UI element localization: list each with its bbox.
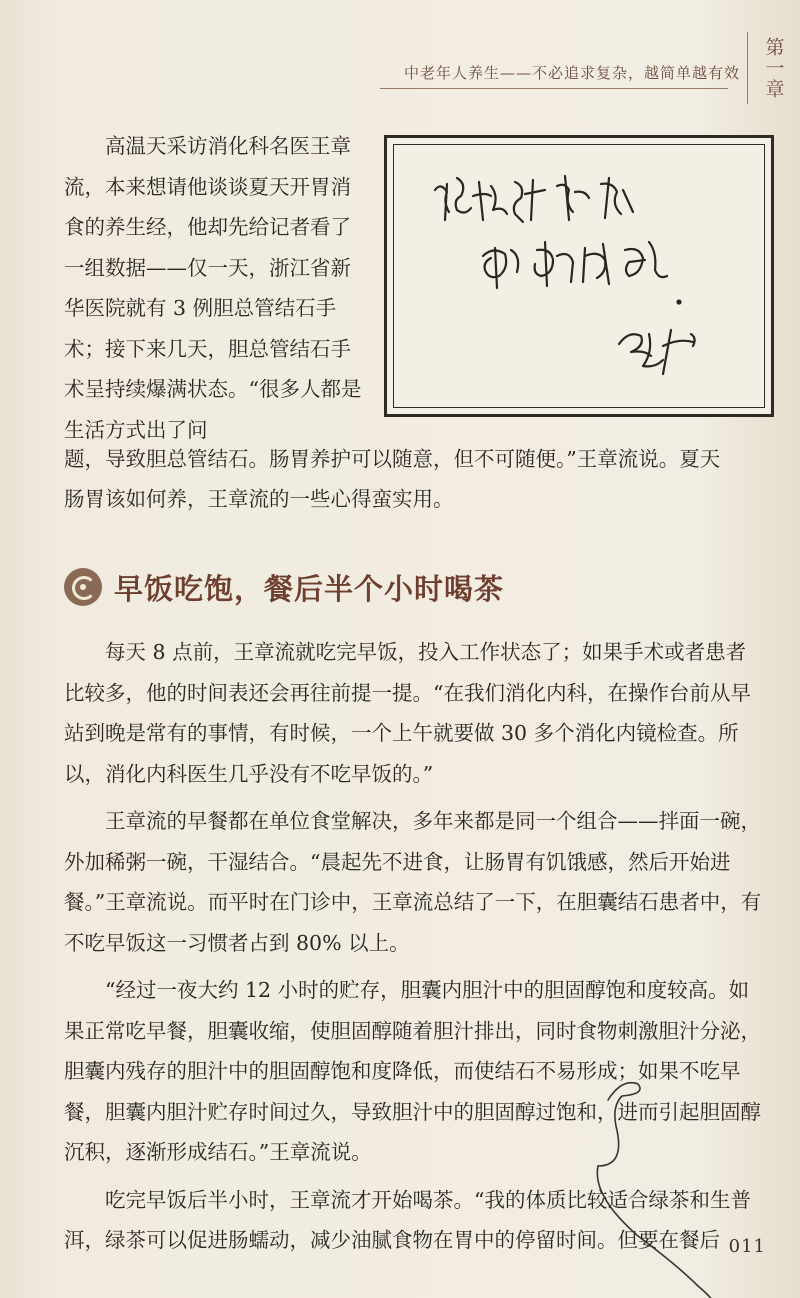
intro-paragraph: 高温天采访消化科名医王章流，本来想请他谈谈夏天开胃消食的养生经，他却先给记者看了一组数据——仅一天，浙江省新华医院就有 3 例胆总管结石手术；接下来几天，胆总管结石手术呈持续爆满状态。“很多人都是生活方式出了问 bbox=[64, 134, 362, 442]
body-paragraph-4: 吃完早饭后半小时，王章流才开始喝茶。“我的体质比较适合绿茶和生普洱，绿茶可以促进肠蠕动，减少油腻食物在胃中的停留时间。但要在餐后 bbox=[64, 1187, 751, 1252]
handwriting-image bbox=[387, 138, 771, 414]
body-paragraph-1: 每天 8 点前，王章流就吃完早饭，投入工作状态了；如果手术或者患者比较多，他的时间表还会再往前提一提。“在我们消化内科，在操作台前从早站到晚是常有的事情，有时候，一个上午就要做 30 多个消化内镜检查。所以，消化内科医生几乎没有不吃早饭的。” bbox=[64, 640, 751, 786]
section-bullet-icon bbox=[64, 568, 102, 606]
intro-wide-line-2: 肠胃该如何养，王章流的一些心得蛮实用。 bbox=[64, 487, 454, 511]
running-header: 中老年人养生——不必追求复杂，越简单越有效 bbox=[403, 64, 740, 82]
section-heading bbox=[64, 562, 504, 612]
section-title: 早饭吃饱，餐后半个小时喝茶 bbox=[114, 571, 505, 606]
section-body bbox=[64, 632, 766, 1268]
intro-wide-line-1: 题，导致胆总管结石。肠胃养护可以随意，但不可随便。”王章流说。夏天 bbox=[64, 447, 721, 471]
intro-narrow-column bbox=[64, 126, 364, 450]
page-number: 011 bbox=[728, 1236, 766, 1257]
body-paragraph-3: “经过一夜大约 12 小时的贮存，胆囊内胆汁中的胆固醇饱和度较高。如果正常吃早餐，胆囊收缩，使胆固醇随着胆汁排出，同时食物刺激胆汁分泌，胆囊内残存的胆汁中的胆固醇饱和度降低，而使结石不易形成；如果不吃早餐，胆囊内胆汁贮存时间过久，导致胆汁中的胆固醇过饱和，进而引起胆固醇沉积，逐渐形成结石。”王章流说。 bbox=[64, 978, 761, 1164]
intro-wide-lines bbox=[64, 439, 754, 519]
body-paragraph-2: 王章流的早餐都在单位食堂解决，多年来都是同一个组合——拌面一碗，外加稀粥一碗，干湿结合。“晨起先不进食，让肠胃有饥饿感，然后开始进餐。”王章流说。而平时在门诊中，王章流总结了一下，在胆囊结石患者中，有不吃早饭这一习惯者占到 80% 以上。 bbox=[64, 809, 762, 955]
signature-card bbox=[384, 135, 774, 417]
chapter-tab: 第一章 bbox=[747, 32, 800, 104]
header-rule bbox=[380, 88, 728, 89]
